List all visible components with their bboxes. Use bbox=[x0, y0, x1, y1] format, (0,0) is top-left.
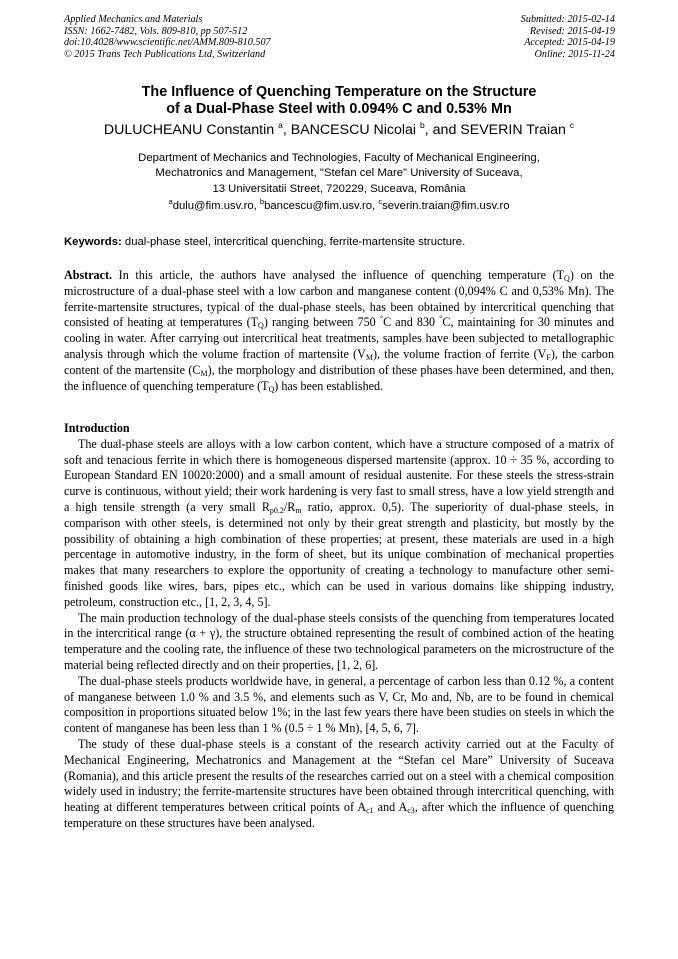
subscript: Q bbox=[258, 321, 264, 331]
subscript: Q bbox=[564, 274, 570, 283]
subscript: c1 bbox=[366, 806, 374, 816]
abstract-text: In this article, the authors have analysed the influence of quenching temperature (T bbox=[112, 268, 565, 282]
author-2-mark: b bbox=[420, 120, 425, 130]
paper-title bbox=[60, 84, 618, 119]
paragraph-text: /R bbox=[283, 499, 296, 514]
online-date: Online: 2015-11-24 bbox=[534, 48, 615, 60]
title-line-2: of a Dual-Phase Steel with 0.094% C and 0.53% Mn bbox=[166, 101, 512, 118]
subscript: Q bbox=[268, 384, 275, 394]
email-mark: c bbox=[378, 197, 383, 206]
degree-sign: ° bbox=[379, 314, 384, 324]
subscript: m bbox=[295, 505, 302, 515]
abstract-text: ), the volume fraction of ferrite (V bbox=[372, 346, 547, 361]
subscript: p0.2 bbox=[269, 505, 284, 515]
journal-name: Applied Mechanics and Materials bbox=[64, 14, 203, 25]
introduction-section bbox=[64, 421, 614, 832]
introduction-heading: Introduction bbox=[64, 421, 130, 435]
email-link-c[interactable]: severin.traian@fim.usv.ro bbox=[382, 200, 510, 212]
issn-line: ISSN: 1662-7482, Vols. 809-810, pp 507-512 bbox=[64, 25, 248, 37]
author-2: BANCESCU Nicolai bbox=[290, 122, 417, 138]
revised-date: Revised: 2015-04-19 bbox=[529, 25, 615, 37]
abstract-label: Abstract. bbox=[64, 268, 113, 282]
subscript: M bbox=[200, 368, 208, 378]
email-link-a[interactable]: dulu@fim.usv.ro bbox=[172, 200, 254, 212]
intro-paragraph-4 bbox=[64, 737, 614, 832]
keywords-text: dual-phase steel, intercritical quenching, ferrite-martensite structure. bbox=[124, 236, 466, 248]
accepted-date: Accepted: 2015-04-19 bbox=[524, 37, 615, 49]
submitted-date: Submitted: 2015-02-14 bbox=[520, 14, 615, 25]
email-list: $^a$dulu@fim.usv.ro, $^b$bancescu@fim.usv.ro, $^c$severin.traian@fim.usv.ro bbox=[168, 197, 510, 212]
publication-dates bbox=[521, 14, 615, 60]
abstract-text: C, maintaining for 30 minutes and cooling in water. After carrying out intercritical heat treatments, samples have been subjected to metallographic analysis through which the volume fraction of martensite (V bbox=[64, 315, 614, 361]
abstract-text: ), the morphology and distribution of these phases have been determined, and then, the influence of quenching temperature (T bbox=[64, 362, 614, 393]
email-link-b[interactable]: bancescu@fim.usv.ro bbox=[264, 200, 373, 212]
keywords bbox=[64, 235, 614, 249]
abstract-text: ), the carbon content of the martensite (C bbox=[64, 346, 615, 377]
email-mark: a bbox=[168, 197, 173, 206]
subscript: c3 bbox=[407, 806, 415, 816]
copyright-line: © 2015 Trans Tech Publications Ltd, Switzerland bbox=[64, 48, 266, 60]
abstract-text: ) on the microstructure of a dual-phase steel with a low carbon and manganese content (0,094% C and 0,53% Mn). The ferrite-martensite structures, typical of the dual-phase steels, has been obtained by intercritical quenching that consisted of heating at temperatures (T bbox=[64, 268, 614, 330]
title-line-1: The Influence of Quenching Temperature on the Structure bbox=[141, 84, 537, 100]
author-1: DULUCHEANU Constantin bbox=[103, 122, 275, 138]
affiliation-line: Department of Mechanics and Technologies, Faculty of Mechanical Engineering, bbox=[138, 152, 540, 164]
keywords-label: Keywords: bbox=[64, 236, 122, 248]
doi-line: doi:10.4028/www.scientific.net/AMM.809-810.507 bbox=[64, 37, 271, 49]
email-mark: b bbox=[259, 197, 265, 206]
author-separator: , and bbox=[424, 122, 461, 138]
affiliation-line: 13 Universitatii Street, 720229, Suceava, România bbox=[212, 182, 466, 195]
author-1-mark: a bbox=[278, 120, 283, 130]
abstract bbox=[64, 268, 614, 394]
author-3-mark: c bbox=[569, 120, 575, 130]
intro-paragraph-1 bbox=[64, 437, 614, 611]
journal-info bbox=[64, 14, 271, 60]
paragraph-text: , after which the influence of quenching temperature on these structures have been analysed. bbox=[64, 800, 614, 830]
author-list bbox=[60, 121, 618, 139]
intro-paragraph-3: The dual-phase steels products worldwide have, in general, a percentage of carbon less than 0.12 %, a content of manganese between 1.0 % and 3.5 %, and elements such as V, Cr, Mo and, Nb, are to be found in chemical composition in proportions situated below 1%; in the last few years there have been studies on steels in which the content of manganese has been less than 1 % (0.5 ÷ 1 % Mn), [4, 5, 6, 7]. bbox=[64, 673, 614, 736]
subscript: F bbox=[546, 352, 551, 362]
abstract-text: ) has been established. bbox=[274, 378, 384, 393]
subscript: M bbox=[365, 352, 373, 362]
paragraph-text: and A bbox=[373, 800, 408, 815]
abstract-paragraph bbox=[64, 268, 614, 394]
affiliation-line: Mechatronics and Management, "Stefan cel Mare" University of Suceava, bbox=[155, 167, 523, 180]
affiliation bbox=[60, 151, 618, 197]
paragraph-text: The study of these dual-phase steels is a constant of the research activity carried out at the Faculty of Mechanical Engineering, Mechatronics and Management at the “Stefan cel Mare” University of Suceava (Romania), and this article present the results of the researches carried out on a steel with a chemical composition widely used in industry; the ferrite-martensite structures have been obtained through intercritical quenching, with heating at different temperatures between critical points of A bbox=[64, 736, 614, 815]
intro-paragraph-2: The main production technology of the dual-phase steels consists of the quenching from temperatures located in the intercritical range (α + γ), the structure obtained representing the result of combined action of the heating temperature and the cooling rate, the influence of these two technological parameters on the microstructure of the material being reflected directly and on their properties, [1, 2, 6]. bbox=[64, 610, 614, 672]
abstract-text: C and 830 bbox=[383, 315, 440, 330]
abstract-text: ) ranging between 750 bbox=[263, 315, 380, 330]
paragraph-text: The dual-phase steels are alloys with a low carbon content, which have a structure composed of a matrix of soft and tenacious ferrite in which there is homogeneous dispersed martensite (approx. 10 ÷ 35 %, according to European Standard EN 10020:2000) and a small amount of residual austenite. For these steels the stress-strain curve is continuous, without yield; their work hardening is very fast to small stress, have a low yield strength and a high tensile strength (a very small R bbox=[64, 436, 614, 514]
author-separator: , bbox=[282, 122, 291, 138]
author-3: SEVERIN Traian bbox=[460, 122, 566, 138]
degree-sign: ° bbox=[439, 314, 443, 324]
paragraph-text: ratio, approx. 0,5). The superiority of dual-phase steels, in comparison with other steels, is determined not only by their great strength and plasticity, but mostly by the possibility of obtaining a high combination of these properties; at present, these materials are used in a high percentage in automotive industry, in the form of sheet, but its unique combination of mechanical properties makes that many researchers to explore the opportunity of creating a technology to manufacture other semi-finished goods like wires, bars, pipes etc., which can be used in various domains like shipping industry, petroleum, construction etc., [1, 2, 3, 4, 5]. bbox=[64, 499, 614, 609]
